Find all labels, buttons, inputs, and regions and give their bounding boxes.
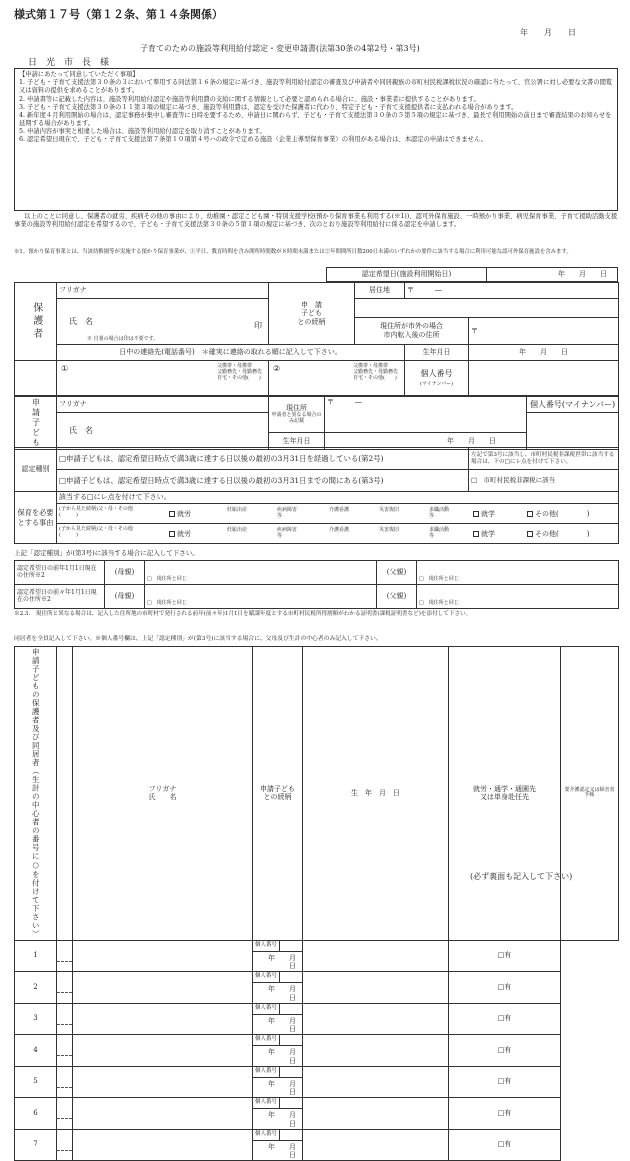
guardian-name-field[interactable] xyxy=(57,299,269,345)
household-birth-date: 年 月 日 xyxy=(268,985,310,1002)
household-relation-field[interactable] xyxy=(73,972,253,1004)
note-1: ※1。預かり保育事業とは、当該幼稚園等が実施する預かり保育事業が、①平日、教育時間を含み開所時間数が８時間未満または②年間開所日数200日未満のいずれかの要件に該当する場合に利用可能な認可外保育施設を含みます。 xyxy=(14,249,572,255)
need-2-disaster-label: 災害復旧 xyxy=(379,527,400,533)
consent-item-5: 5. 申請内容が事実と相違した場合は、施設等利用給付認定を取り消すことがあります。 xyxy=(19,128,266,136)
household-work-field[interactable] xyxy=(303,1035,449,1067)
household-relation-field[interactable] xyxy=(73,940,253,972)
guardian-mynumber-field[interactable] xyxy=(469,361,619,396)
household-care-check[interactable]: □有 xyxy=(449,1098,561,1130)
household-care-check[interactable]: □有 xyxy=(449,972,561,1004)
need-2-other[interactable] xyxy=(527,530,589,539)
consent-item-3: 3. 子ども・子育て支援法第３０条の１１第３項の規定に基づき、施設等利用費は、認定を受けた保護者に代わり、特定子ども・子育て支援提供者に支払われる場合があります。 xyxy=(19,103,518,111)
household-birth-field[interactable] xyxy=(253,1098,310,1130)
guardian-mynumber-sub: (マイナンバー) xyxy=(419,380,454,387)
start-date-value[interactable]: 年 月 日 xyxy=(487,268,618,282)
need-1-school-label: 就学 xyxy=(481,510,495,518)
need-2-school-label: 就学 xyxy=(481,530,495,538)
need-2-birth[interactable] xyxy=(227,528,247,534)
need-1-care[interactable] xyxy=(329,508,349,514)
household-mynumber-label: 個人番号 xyxy=(253,1067,280,1077)
guardian-mynumber-label xyxy=(405,361,469,396)
need-2-care[interactable] xyxy=(329,528,349,534)
child-address-field[interactable] xyxy=(325,397,527,433)
household-row-number: 1 xyxy=(15,940,57,972)
cert-side-note: 左記で第3号に該当し、市町村民税非課税世帯に該当する場合は、下の□にレ点を付けて下さい。 xyxy=(469,448,619,470)
household-birth-date: 年 月 日 xyxy=(268,1142,310,1160)
household-row-number: 5 xyxy=(15,1066,57,1098)
need-2-jobhunt[interactable] xyxy=(429,528,453,540)
guardian-furigana-text: フリガナ xyxy=(59,286,87,295)
household-birth-date: 年 月 日 xyxy=(268,1111,310,1128)
household-birth-date: 年 月 日 xyxy=(268,1048,310,1065)
guardian-address-field[interactable] xyxy=(355,299,619,317)
household-row xyxy=(15,1066,619,1098)
contact-2-options: 父携帯・母携帯 父勤務先・母勤務先 自宅・その他( ) xyxy=(352,363,398,381)
guardian-birth-date[interactable]: 年 月 日 xyxy=(469,345,619,361)
household-row xyxy=(15,1003,619,1035)
household-name-field[interactable] xyxy=(57,1098,73,1130)
child-address-sub: 申請者と異なる場合のみ記載 xyxy=(271,412,322,424)
consent-box xyxy=(14,68,618,211)
consent-heading: 【申請にあたって同意していただく事項】 xyxy=(19,71,139,78)
seal-mark: 印 xyxy=(254,321,262,331)
guardian-address-postal[interactable]: 〒 ― xyxy=(405,283,619,299)
contact-label: 日中の連絡先(電話番号) ＊確実に連絡の取れる順に記入して下さい。 xyxy=(57,345,405,361)
household-care-check[interactable]: □有 xyxy=(449,1066,561,1098)
child-birth-date[interactable]: 年 月 日 xyxy=(325,433,527,450)
household-name-field[interactable] xyxy=(57,1003,73,1035)
household-care-header: 要介護認定又は障害者手帳 xyxy=(561,647,619,941)
moving-address-label: 現住所が市外の場合 市内転入後の住所 xyxy=(355,317,469,345)
cert-option-2[interactable]: □申請子どもは、認定希望日時点で満3歳に達する日以後の最初の3月31日を経過している(第2号) xyxy=(57,448,469,470)
seal-note: ※ 自署の場合は印は不要です。 xyxy=(87,335,159,342)
jan-prev2-mother-field[interactable] xyxy=(145,585,377,609)
household-care-check[interactable]: □有 xyxy=(449,1003,561,1035)
need-2-care-label: 介護看護 xyxy=(329,527,350,533)
household-name-field[interactable] xyxy=(57,1066,73,1098)
jan-prev2-mother-same[interactable]: □ 現住所と同じ xyxy=(147,600,187,607)
start-date-label: 認定希望日(施設利用開始日) xyxy=(327,268,487,282)
jan-address-table xyxy=(14,560,619,609)
cert-option-3[interactable]: □申請子どもは、認定希望日時点で満3歳に達する日以後の最初の3月31日までの間にある(第3号) xyxy=(57,470,469,492)
need-2-illness-label: 疾病障害等 xyxy=(277,527,298,539)
household-birth-field[interactable] xyxy=(253,972,310,1004)
contact-2-label: ② xyxy=(273,364,281,374)
need-1-disaster[interactable] xyxy=(379,508,399,514)
household-row xyxy=(15,972,619,1004)
contact-2-field[interactable] xyxy=(269,361,405,396)
need-instruction: 該当する□にレ点を付けて下さい。 xyxy=(57,492,619,504)
jan-prev-label: 認定希望日の前年1月1日現在の住所※2 xyxy=(15,561,105,585)
child-birth-label: 生年月日 xyxy=(269,433,325,450)
cert-table xyxy=(14,447,619,492)
jan-prev-mother-label: (母親) xyxy=(105,561,145,585)
jan-prev2-label: 認定希望日の前々年1月1日現在の住所※2 xyxy=(15,585,105,609)
need-row-2 xyxy=(57,524,619,544)
household-relation-header: 申請子ども との続柄 xyxy=(253,647,303,941)
need-2-birth-label: 妊娠出産 xyxy=(227,527,248,533)
household-relation-field[interactable] xyxy=(73,1066,253,1098)
household-birth-date: 年 月 日 xyxy=(268,953,310,971)
household-row-number: 6 xyxy=(15,1098,57,1130)
jan-prev2-father-field[interactable] xyxy=(417,585,619,609)
jan-prev-mother-same[interactable]: □ 現住所と同じ xyxy=(147,576,187,583)
household-index-header xyxy=(57,647,73,941)
need-label: 保育を必要とする事由 xyxy=(15,492,57,544)
household-mynumber-label: 個人番号 xyxy=(253,1004,280,1014)
household-name-field[interactable] xyxy=(57,1129,73,1161)
household-side-label: 申請子どもの保護者及び同居者（生計の中心者の番号に○を付けて下さい） xyxy=(15,647,57,941)
household-row-number: 4 xyxy=(15,1035,57,1067)
jan-instruction: 上記「認定種別」が(第3号)に該当する場合に記入して下さい。 xyxy=(14,549,199,557)
start-date-table xyxy=(326,267,618,282)
contact-1-options: 父携帯・母携帯 父勤務先・母勤務先 自宅・その他( ) xyxy=(216,363,262,381)
household-name-field[interactable] xyxy=(57,972,73,1004)
moving-address-postal[interactable]: 〒 xyxy=(469,317,619,345)
household-table xyxy=(14,646,619,1161)
child-furigana-label: フリガナ xyxy=(59,400,87,409)
household-birth-field[interactable] xyxy=(253,1035,310,1067)
need-2-disaster[interactable] xyxy=(379,528,399,534)
household-name-header: フリガナ 氏 名 xyxy=(73,647,253,941)
guardian-furigana-label[interactable] xyxy=(57,283,269,299)
consent-item-1: 1. 子ども・子育て支援法第３０条の３において準用する同法第１６条の規定に基づき、施設等利用給付認定の審査及び申請者や同居親族の市町村民税課税状況の確認に当たって、官公署に対し必要な文書の閲覧又は資料の提供を求めることがあります。 xyxy=(19,79,613,95)
jan-prev2-mother-label: (母親) xyxy=(105,585,145,609)
consent-item-2: 2. 申請書等に記載した内容は、施設等利用給付認定や施設等利用費の支給に関する情報として必要と認められる場合に、施設・事業者に提供することがあります。 xyxy=(19,95,480,103)
need-row-1 xyxy=(57,504,619,524)
household-birth-field[interactable] xyxy=(253,1003,310,1035)
need-1-other[interactable] xyxy=(527,510,589,519)
footer-note: (必ず裏面も記入して下さい) xyxy=(470,872,573,881)
need-2-jobhunt-label: 求職活動等 xyxy=(429,527,450,539)
jan-prev2-father-label: (父親) xyxy=(377,585,417,609)
guardian-name-label: 氏 名 xyxy=(69,316,93,326)
household-work-field[interactable] xyxy=(303,940,449,972)
need-2-school[interactable] xyxy=(473,530,495,539)
child-mynumber-label: 個人番号(マイナンバー) xyxy=(527,397,619,413)
need-1-birth[interactable] xyxy=(227,508,247,514)
need-2-work-label: 就労 xyxy=(177,530,191,538)
household-mynumber-label: 個人番号 xyxy=(253,1035,280,1045)
household-mynumber-label: 個人番号 xyxy=(253,1130,280,1140)
household-row xyxy=(15,1035,619,1067)
child-section-label: 申請子ども xyxy=(15,397,57,450)
household-care-check[interactable]: □有 xyxy=(449,1129,561,1161)
need-1-school[interactable] xyxy=(473,510,495,519)
child-table xyxy=(14,396,619,450)
need-1-work[interactable] xyxy=(169,510,191,519)
need-1-disaster-label: 災害復旧 xyxy=(379,507,400,513)
guardian-relation-label: 申 請 子ども との続柄 xyxy=(269,283,355,345)
household-work-field[interactable] xyxy=(303,1066,449,1098)
child-mynumber-field[interactable] xyxy=(527,413,619,450)
need-1-illness[interactable] xyxy=(277,508,301,520)
jan-prev-father-same[interactable]: □ 現住所と同じ xyxy=(419,576,459,583)
household-relation-field[interactable] xyxy=(73,1003,253,1035)
guardian-mynumber-text: 個人番号 xyxy=(420,368,453,378)
child-name-label: 氏 名 xyxy=(69,426,93,435)
household-birth-date: 年 月 日 xyxy=(268,1079,310,1097)
household-work-field[interactable] xyxy=(303,1129,449,1161)
jan-prev-father-label: (父親) xyxy=(377,561,417,585)
application-date[interactable]: 年 月 日 xyxy=(520,28,576,37)
child-postal: 〒 ― xyxy=(327,398,362,406)
child-address-label: 現住所 xyxy=(286,404,307,413)
household-birth-date: 年 月 日 xyxy=(268,1016,310,1034)
household-relation-field[interactable] xyxy=(73,1035,253,1067)
contact-1-label: ① xyxy=(61,364,69,374)
need-1-care-label: 介護看護 xyxy=(329,507,350,513)
household-birth-field[interactable] xyxy=(253,940,310,972)
household-mynumber-label: 個人番号 xyxy=(253,1098,280,1108)
child-name-field[interactable] xyxy=(57,413,269,450)
need-1-illness-label: 疾病障害等 xyxy=(277,507,298,519)
guardian-section-label: 保護者 xyxy=(15,283,57,361)
household-row-number: 2 xyxy=(15,972,57,1004)
household-instruction: 同居者を全員記入して下さい。※個人番号欄は、上記「認定種別」が(第3号)に該当する場合に、父母及び生計の中心者のみ記入して下さい。 xyxy=(14,636,382,642)
addressee: 日 光 市 長 様 xyxy=(28,58,110,68)
cert-nontax-check[interactable]: □ 市町村民税非課税に該当 xyxy=(469,470,619,492)
household-row-number: 3 xyxy=(15,1003,57,1035)
household-care-check[interactable]: □有 xyxy=(449,1035,561,1067)
household-row-number: 7 xyxy=(15,1129,57,1161)
household-name-field[interactable] xyxy=(57,940,73,972)
consent-item-6: 6. 認定希望日現在で、子ども・子育て支援法第７条第１０項第４号ハの政令で定める施設（企業主導型保育事業）の利用がある場合は、本認定の申請はできません。 xyxy=(19,136,487,144)
guardian-address-label: 居住地 xyxy=(355,283,405,299)
household-work-field[interactable] xyxy=(303,972,449,1004)
need-2-work[interactable] xyxy=(169,530,191,539)
household-row xyxy=(15,1129,619,1161)
contact-spacer xyxy=(15,361,57,396)
need-table xyxy=(14,491,619,544)
need-1-jobhunt[interactable] xyxy=(429,508,453,520)
guardian-birth-label: 生年月日 xyxy=(405,345,469,361)
need-1-work-label: 就労 xyxy=(177,510,191,518)
child-furigana-field[interactable] xyxy=(57,397,269,413)
need-1-other-label: その他( ) xyxy=(535,510,590,518)
household-work-header: 就労・通学・通園先 又は単身赴任先 xyxy=(449,647,561,941)
household-row xyxy=(15,940,619,972)
cert-label: 認定種別 xyxy=(15,448,57,492)
household-relation-field[interactable] xyxy=(73,1129,253,1161)
jan-prev-mother-field[interactable] xyxy=(145,561,377,585)
guardian-table xyxy=(14,282,619,396)
household-row xyxy=(15,1098,619,1130)
household-birth-field[interactable] xyxy=(253,1066,310,1098)
need-row-1-relation: (子から見た続柄)父・母・その他( ) xyxy=(59,506,133,518)
form-number: 様式第１７号（第１２条、第１４条関係） xyxy=(14,8,223,21)
form-title: 子育てのための施設等利用給付認定・変更申請書(法第30条の4第2号・第3号) xyxy=(140,44,420,53)
need-1-birth-label: 妊娠出産 xyxy=(227,507,248,513)
consent-item-4: 4. 新年度４月利用開始の場合は、認定事務が集中し審査等に日時を要するため、申請日に関わらず、子ども・子育て支援法第３０条の５第５項の規定に基づき、最長で利用開始の前日まで審査結果のお知らせを延期する場合があります。 xyxy=(19,111,612,128)
need-2-other-label: その他( ) xyxy=(535,530,590,538)
need-1-jobhunt-label: 求職活動等 xyxy=(429,507,450,519)
household-relation-field[interactable] xyxy=(73,1098,253,1130)
need-2-illness[interactable] xyxy=(277,528,301,540)
note-2: ※2.3. 現住所と異なる場合は、記入した住所地の市町村で発行される前年(前々年)1月1日を賦課年度とする市町村民税所得割額がわかる証明書(課税証明書など)を添付して下さい。 xyxy=(14,611,472,617)
jan-prev-father-field[interactable] xyxy=(417,561,619,585)
household-care-check[interactable]: □有 xyxy=(449,940,561,972)
household-mynumber-label: 個人番号 xyxy=(253,941,280,951)
household-work-field[interactable] xyxy=(303,1003,449,1035)
household-birth-header: 生 年 月 日 xyxy=(303,647,449,941)
intro-text: 以上のことに同意し、保護者の就労、疾病その他の事由により、幼稚園・認定こども園・特別支援学校(預かり保育事業も利用する(※1))、認可外保育施設、一時預かり事業、病児保育事業、子育て援助活動支援事業の施設等利用給付認定を希望するので、子ども・子育て支援法第３０条の５第１項の規定に基づき、次のとおり施設等利用給付に係る認定を申請します。 xyxy=(14,213,618,229)
household-work-field[interactable] xyxy=(303,1098,449,1130)
need-row-2-relation: (子から見た続柄)父・母・その他( ) xyxy=(59,526,133,538)
jan-prev2-father-same[interactable]: □ 現住所と同じ xyxy=(419,600,459,607)
household-mynumber-label: 個人番号 xyxy=(253,972,280,982)
contact-1-field[interactable] xyxy=(57,361,269,396)
household-birth-field[interactable] xyxy=(253,1129,310,1161)
household-name-field[interactable] xyxy=(57,1035,73,1067)
